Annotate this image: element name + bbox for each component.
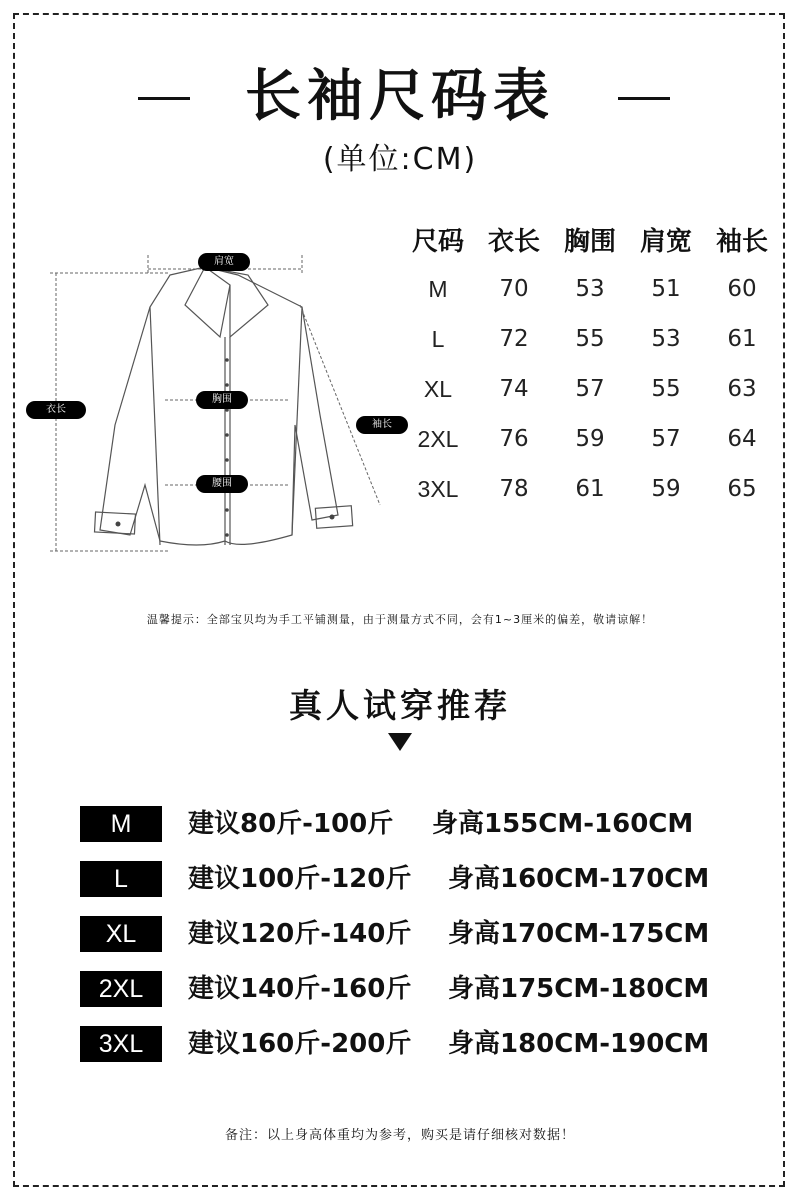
size-cell: XL — [423, 375, 453, 402]
header-chest: 胸围 — [563, 226, 616, 257]
size-cell: M — [428, 275, 448, 302]
table-row — [400, 464, 780, 514]
chest-cell: 57 — [575, 376, 605, 402]
chest-cell: 61 — [575, 476, 605, 502]
size-badge: 3XL — [80, 1026, 162, 1062]
height-recommendation: 身高160CM-170CM — [448, 864, 710, 894]
size-cell: 3XL — [417, 475, 459, 502]
size-badge: L — [80, 861, 162, 897]
header-length: 衣长 — [487, 226, 540, 257]
size-cell: 2XL — [417, 425, 459, 452]
shoulder-cell: 55 — [651, 376, 681, 402]
length-cell: 78 — [499, 476, 529, 502]
length-cell: 70 — [499, 276, 529, 302]
recommend-list — [80, 800, 760, 1075]
table-row — [400, 314, 780, 364]
table-row — [400, 414, 780, 464]
table-row — [400, 364, 780, 414]
shoulder-cell: 57 — [651, 426, 681, 452]
shoulder-cell: 53 — [651, 326, 681, 352]
chest-cell: 53 — [575, 276, 605, 302]
header-size: 尺码 — [411, 226, 464, 257]
height-recommendation: 身高180CM-190CM — [448, 1029, 710, 1059]
list-item — [80, 800, 760, 855]
footer-note: 备注：以上身高体重均为参考，购买是请仔细核对数据！ — [224, 1128, 575, 1143]
sleeve-cell: 63 — [727, 376, 757, 402]
unit-label: (单位:CM) — [322, 142, 478, 177]
table-row — [400, 264, 780, 314]
size-table-header-row — [400, 214, 780, 264]
chest-cell: 55 — [575, 326, 605, 352]
height-recommendation: 身高155CM-160CM — [432, 809, 694, 839]
size-badge: XL — [80, 916, 162, 952]
height-recommendation: 身高170CM-175CM — [448, 919, 710, 949]
sleeve-cell: 64 — [727, 426, 757, 452]
weight-recommendation: 建议100斤-120斤 — [188, 864, 412, 894]
title-dash-right — [618, 97, 670, 100]
length-cell: 72 — [499, 326, 529, 352]
size-table — [400, 214, 780, 514]
list-item — [80, 1020, 760, 1075]
title-row — [0, 60, 800, 140]
height-recommendation: 身高175CM-180CM — [448, 974, 710, 1004]
chest-cell: 59 — [575, 426, 605, 452]
list-item — [80, 855, 760, 910]
sleeve-cell: 60 — [727, 276, 757, 302]
size-cell: L — [431, 325, 445, 352]
sleeve-cell: 61 — [727, 326, 757, 352]
list-item — [80, 965, 760, 1020]
shoulder-label-pill: 肩宽 — [198, 253, 250, 271]
waist-label-pill: 腰围 — [196, 475, 248, 493]
sleeve-label-pill: 袖长 — [356, 416, 408, 434]
list-item — [80, 910, 760, 965]
weight-recommendation: 建议140斤-160斤 — [188, 974, 412, 1004]
size-badge: M — [80, 806, 162, 842]
down-triangle-icon — [388, 733, 412, 751]
measurement-tip: 温馨提示：全部宝贝均为手工平铺测量，由于测量方式不同，会有1~3厘米的偏差，敬请谅解！ — [146, 613, 654, 626]
length-cell: 74 — [499, 376, 529, 402]
length-cell: 76 — [499, 426, 529, 452]
sleeve-cell: 65 — [727, 476, 757, 502]
page-title: 长袖尺码表 — [245, 64, 555, 129]
shoulder-cell: 59 — [651, 476, 681, 502]
weight-recommendation: 建议120斤-140斤 — [188, 919, 412, 949]
weight-recommendation: 建议160斤-200斤 — [188, 1029, 412, 1059]
length-label-pill: 衣长 — [26, 401, 86, 419]
shoulder-cell: 51 — [651, 276, 681, 302]
header-sleeve: 袖长 — [715, 226, 768, 257]
chest-label-pill: 胸围 — [196, 391, 248, 409]
weight-recommendation: 建议80斤-100斤 — [188, 809, 394, 839]
size-badge: 2XL — [80, 971, 162, 1007]
title-dash-left — [138, 97, 190, 100]
recommend-title: 真人试穿推荐 — [289, 686, 511, 725]
header-shoulder: 肩宽 — [639, 226, 692, 257]
